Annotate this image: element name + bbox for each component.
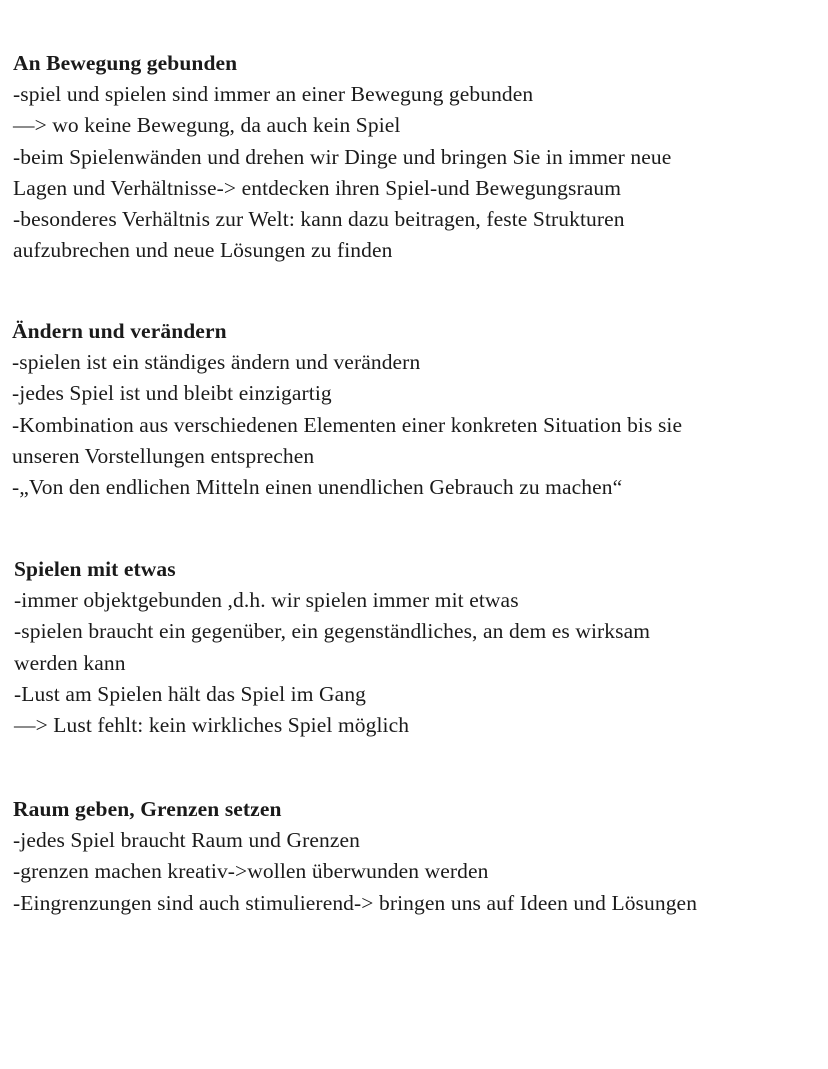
text-line: -grenzen machen kreativ->wollen überwunden werden — [13, 859, 489, 884]
text-line: -jedes Spiel braucht Raum und Grenzen — [13, 828, 360, 853]
text-line: Lagen und Verhältnisse-> entdecken ihren Spiel-und Bewegungsraum — [13, 175, 622, 200]
text-line: -spielen braucht ein gegenüber, ein gegenständliches, an dem es wirksam — [14, 619, 651, 644]
text-line: -spielen ist ein ständiges ändern und verändern — [12, 350, 421, 375]
text-line: -Kombination aus verschiedenen Elementen einer konkreten Situation bis sie — [12, 412, 683, 437]
text-line: aufzubrechen und neue Lösungen zu finden — [13, 238, 393, 263]
section-raum-geben-grenzen-setzen — [13, 794, 813, 919]
section-spielen-mit-etwas — [14, 554, 814, 741]
section-aendern-und-veraendern — [12, 316, 812, 503]
text-line: -besonderes Verhältnis zur Welt: kann dazu beitragen, feste Strukturen — [13, 206, 625, 231]
text-line: unseren Vorstellungen entsprechen — [12, 443, 315, 468]
section-heading: Ändern und verändern — [12, 319, 227, 343]
section-heading: Spielen mit etwas — [14, 557, 176, 581]
text-line: -spiel und spielen sind immer an einer Bewegung gebunden — [13, 82, 534, 107]
text-line: -Lust am Spielen hält das Spiel im Gang — [14, 681, 367, 706]
text-line: -immer objektgebunden ,d.h. wir spielen immer mit etwas — [14, 588, 519, 613]
section-an-bewegung-gebunden — [13, 48, 813, 266]
section-heading: Raum geben, Grenzen setzen — [13, 797, 282, 821]
text-line: -beim Spielenwänden und drehen wir Dinge und bringen Sie in immer neue — [13, 144, 672, 169]
section-heading: An Bewegung gebunden — [13, 51, 238, 75]
text-line: -jedes Spiel ist und bleibt einzigartig — [12, 381, 332, 406]
text-line: —> wo keine Bewegung, da auch kein Spiel — [13, 113, 401, 138]
text-line: -Eingrenzungen sind auch stimulierend-> bringen uns auf Ideen und Lösungen — [13, 890, 698, 915]
text-line: werden kann — [14, 650, 126, 675]
text-line: -„Von den endlichen Mitteln einen unendlichen Gebrauch zu machen“ — [12, 474, 623, 499]
text-line: —> Lust fehlt: kein wirkliches Spiel möglich — [14, 712, 410, 737]
